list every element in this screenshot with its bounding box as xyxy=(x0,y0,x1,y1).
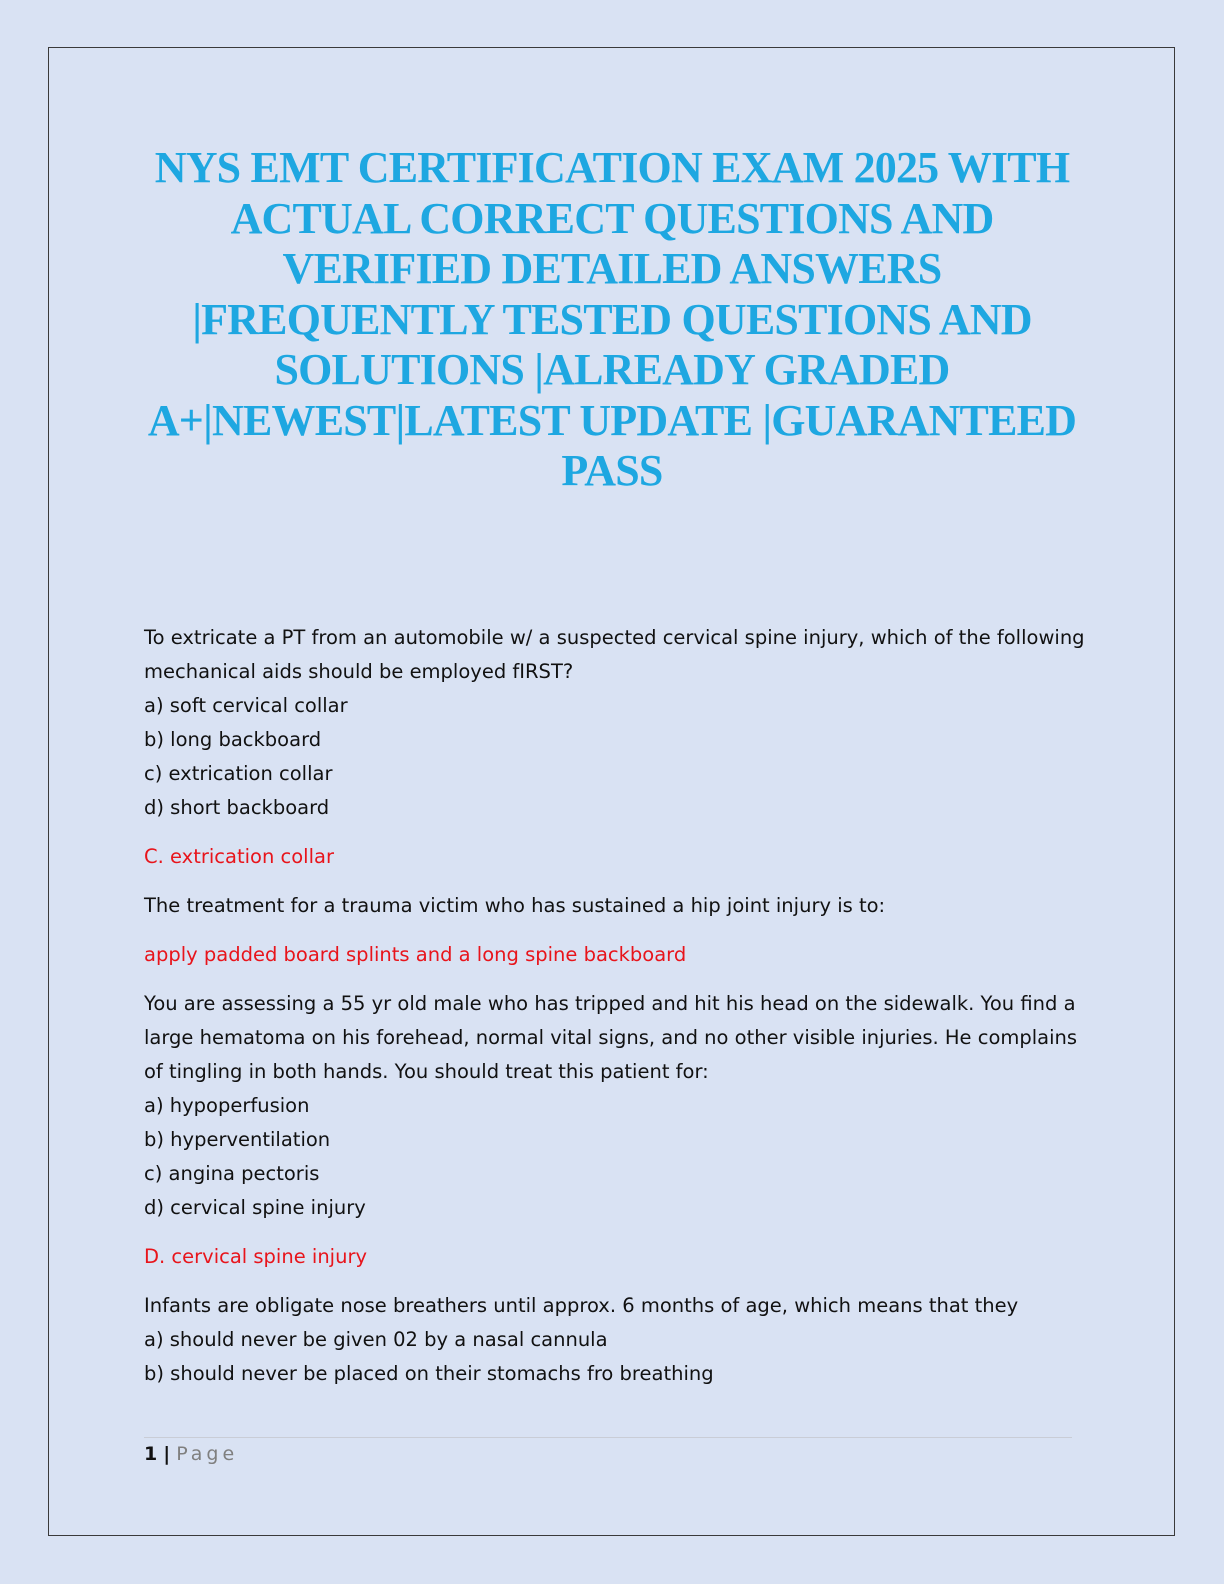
options-list xyxy=(144,689,1089,825)
option-item: c) angina pectoris xyxy=(144,1162,320,1185)
answer-text: apply padded board splints and a long spine backboard xyxy=(144,943,687,966)
options-list xyxy=(144,1323,1089,1391)
question-text: Infants are obligate nose breathers until approx. 6 months of age, which means that they xyxy=(144,1294,1019,1317)
footer-divider xyxy=(144,1437,1072,1438)
question-text: You are assessing a 55 yr old male who has tripped and hit his head on the sidewalk. You find a large hematoma on his forehead, normal vital signs, and no other visible injuries. He complains of tingling in both hands. You should treat this patient for: xyxy=(144,992,1078,1083)
document-title: NYS EMT CERTIFICATION EXAM 2025 WITH ACTUAL CORRECT QUESTIONS AND VERIFIED DETAILED ANSWERS |FREQUENTLY TESTED QUESTIONS AND SOLUTIONS |ALREADY GRADED A+|NEWEST|LATEST UPDATE |GUARANTEED PASS xyxy=(147,143,1077,495)
option-item: b) should never be placed on their stomachs fro breathing xyxy=(144,1362,714,1385)
option-item: c) extrication collar xyxy=(144,762,333,785)
option-item: a) soft cervical collar xyxy=(144,694,348,717)
page-label: Page xyxy=(176,1443,239,1465)
option-item: d) cervical spine injury xyxy=(144,1196,366,1219)
page-number: 1 xyxy=(144,1443,158,1465)
answer-text: C. extrication collar xyxy=(144,845,334,868)
option-item: a) hypoperfusion xyxy=(144,1094,310,1117)
qa-item-3 xyxy=(144,987,1089,1274)
options-list xyxy=(144,1089,1089,1225)
question-text: To extricate a PT from an automobile w/ a suspected cervical spine injury, which of the following mechanical aids should be employed fIRST? xyxy=(144,626,1085,683)
option-item: d) short backboard xyxy=(144,796,330,819)
footer-separator: | xyxy=(163,1443,171,1465)
qa-item-2 xyxy=(144,889,1089,972)
option-item: b) long backboard xyxy=(144,728,322,751)
document-body xyxy=(144,621,1089,1406)
option-item: b) hyperventilation xyxy=(144,1128,331,1151)
option-item: a) should never be given 02 by a nasal cannula xyxy=(144,1328,608,1351)
qa-item-4 xyxy=(144,1289,1089,1391)
question-text: The treatment for a trauma victim who has sustained a hip joint injury is to: xyxy=(144,894,886,917)
page-footer xyxy=(144,1440,238,1468)
answer-text: D. cervical spine injury xyxy=(144,1245,368,1268)
qa-item-1 xyxy=(144,621,1089,874)
